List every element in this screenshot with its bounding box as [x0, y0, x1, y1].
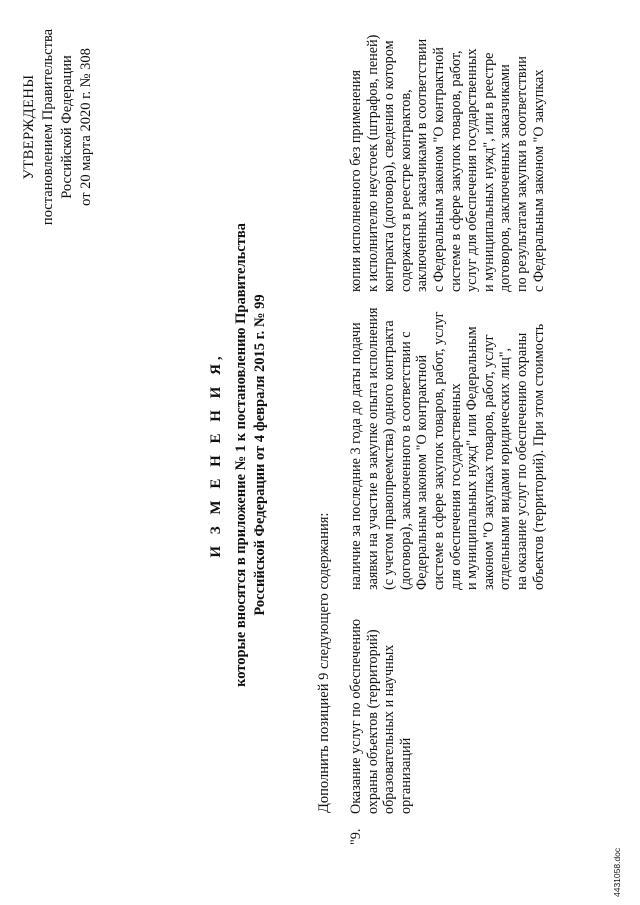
col-b-line: для обеспечения государственных — [447, 383, 464, 590]
document-heading — [208, 125, 270, 785]
documents-column — [348, 34, 547, 292]
col-c-line: содержатся в реестре контрактов, — [397, 89, 414, 292]
col-a-line: Оказание услуг по обеспечению — [348, 618, 364, 814]
approval-line-2: Российской Федерации — [59, 55, 75, 199]
col-b-line: законом "О закупках товаров, работ, услуг — [480, 334, 497, 590]
approval-stamp — [20, 12, 96, 242]
col-c-line: с Федеральным законом "О контрактной — [430, 47, 447, 292]
col-c-line: копия исполненного без применения — [348, 69, 364, 292]
document-id: 4431058.doc — [612, 847, 622, 897]
col-c-line: договоров, заключенных заказчиками — [497, 64, 514, 292]
heading-title: И З М Е Н Е Н И Я, — [208, 352, 224, 558]
col-c-line: услуг для обеспечения государственных — [464, 48, 481, 292]
position-name-column — [348, 609, 414, 814]
col-c-line: с Федеральным законом "О закупках — [530, 69, 547, 292]
col-b-line: объектов (территорий). При этом стоимость — [530, 323, 547, 590]
approval-line-1: постановлением Правительства — [40, 28, 56, 226]
requirements-column — [348, 307, 547, 590]
intro-text: Дополнить позицией 9 следующего содержания: — [316, 512, 332, 813]
position-row — [348, 35, 598, 845]
col-b-line: системе в сфере закупок товаров, работ, услуг — [430, 311, 447, 590]
col-b-line: (договора), заключенного в соответствии с — [397, 331, 414, 590]
col-b-line: (с учетом правопреемства) одного контракта — [381, 320, 398, 590]
col-c-line: по результатам закупки в соответствии — [513, 56, 530, 292]
col-a-line: охраны объектов (территорий) — [364, 629, 381, 814]
col-c-line: заключенных заказчиками в соответствии — [414, 38, 431, 292]
col-c-line: к исполнителю неустоек (штрафов, пеней) — [364, 34, 381, 292]
heading-line-2: которые вносятся в приложение № 1 к постановлению Правительства — [233, 223, 249, 687]
col-a-line: организаций — [397, 737, 414, 814]
position-number: "9. — [348, 828, 364, 845]
col-b-line: заявки на участие в закупке опыта исполнения — [364, 307, 381, 590]
heading-line-3: Российской Федерации от 4 февраля 2015 г. № 99 — [252, 294, 268, 616]
col-b-line: Федеральным законом "О контрактной — [414, 354, 431, 590]
col-c-line: системе в сфере закупок товаров, работ, — [447, 50, 464, 292]
col-c-line: и муниципальных нужд", или в реестре — [480, 52, 497, 292]
col-b-line: и муниципальных нужд" или Федеральным — [464, 326, 481, 590]
col-b-line: наличие за последние 3 года до даты подачи — [348, 322, 364, 590]
col-b-line: на оказание услуг по обеспечению охраны — [513, 332, 530, 590]
col-a-line: образовательных и научных — [381, 644, 398, 814]
approval-title: УТВЕРЖДЕНЫ — [21, 74, 37, 180]
approval-line-3: от 20 марта 2020 г. № 308 — [78, 48, 94, 206]
col-b-line: отдельными видами юридических лиц", — [497, 347, 514, 590]
col-c-line: контракта (договора), сведения о котором — [381, 40, 398, 292]
